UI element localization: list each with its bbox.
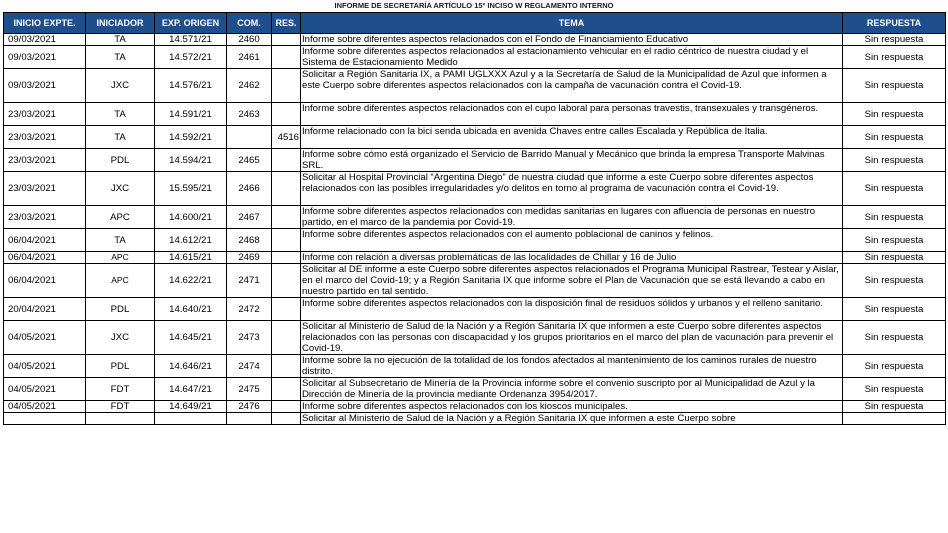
exp-origen-cell: 14.592/21 xyxy=(155,126,227,149)
iniciador-cell: APC xyxy=(86,206,155,229)
iniciador-cell: PDL xyxy=(86,149,155,172)
inicio-cell: 04/05/2021 xyxy=(4,401,86,413)
table-header-row xyxy=(4,13,946,34)
respuesta-cell: Sin respuesta xyxy=(843,252,946,264)
inicio-cell: 09/03/2021 xyxy=(4,46,86,69)
table-row xyxy=(4,252,946,264)
iniciador-cell: TA xyxy=(86,229,155,252)
inicio-cell: 04/05/2021 xyxy=(4,378,86,401)
com-cell: 2466 xyxy=(227,172,272,206)
com-cell: 2474 xyxy=(227,355,272,378)
inicio-cell xyxy=(4,413,86,425)
exp-origen-cell: 14.600/21 xyxy=(155,206,227,229)
res-cell xyxy=(272,229,301,252)
respuesta-cell: Sin respuesta xyxy=(843,378,946,401)
inicio-cell: 09/03/2021 xyxy=(4,34,86,46)
res-cell xyxy=(272,172,301,206)
col-header-respuesta: RESPUESTA xyxy=(843,13,946,34)
table-row xyxy=(4,413,946,425)
table-row xyxy=(4,149,946,172)
inicio-cell: 06/04/2021 xyxy=(4,264,86,298)
exp-origen-cell: 14.576/21 xyxy=(155,69,227,103)
respuesta-cell: Sin respuesta xyxy=(843,229,946,252)
inicio-cell: 04/05/2021 xyxy=(4,355,86,378)
tema-cell: Informe relacionado con la bici senda ubicada en avenida Chaves entre calles Escalada y República de Italia. xyxy=(301,126,843,149)
res-cell xyxy=(272,252,301,264)
com-cell: 2472 xyxy=(227,298,272,321)
iniciador-cell: APC xyxy=(86,252,155,264)
exp-origen-cell: 14.622/21 xyxy=(155,264,227,298)
iniciador-cell: TA xyxy=(86,46,155,69)
exp-origen-cell: 14.571/21 xyxy=(155,34,227,46)
tema-cell: Solicitar al Subsecretario de Minería de la Provincia informe sobre el convenio suscripto por al Municipalidad de Azul y la Dirección de Minería de la provincia mediante Ordenanza 3954/2017. xyxy=(301,378,843,401)
inicio-cell: 23/03/2021 xyxy=(4,126,86,149)
com-cell: 2465 xyxy=(227,149,272,172)
tema-cell: Informe sobre diferentes aspectos relacionados con la disposición final de residuos sólidos y urbanos y el relleno sanitario. xyxy=(301,298,843,321)
respuesta-cell: Sin respuesta xyxy=(843,126,946,149)
exp-origen-cell: 14.591/21 xyxy=(155,103,227,126)
table-row xyxy=(4,103,946,126)
com-cell xyxy=(227,413,272,425)
inicio-cell: 20/04/2021 xyxy=(4,298,86,321)
col-header-tema: TEMA xyxy=(301,13,843,34)
res-cell xyxy=(272,103,301,126)
com-cell: 2462 xyxy=(227,69,272,103)
tema-cell: Informe con relación a diversas problemáticas de las localidades de Chillar y 16 de Julio xyxy=(301,252,843,264)
respuesta-cell: Sin respuesta xyxy=(843,103,946,126)
respuesta-cell: Sin respuesta xyxy=(843,206,946,229)
tema-cell: Solicitar a Región Sanitaria IX, a PAMI UGLXXX Azul y a la Secretaría de Salud de la Municipalidad de Azul que informen a este Cuerpo sobre diferentes aspectos relacionados con la campaña de vacunación contra el Covid-19. xyxy=(301,69,843,103)
col-header-com: COM. xyxy=(227,13,272,34)
tema-cell: Informe sobre cómo está organizado el Servicio de Barrido Manual y Mecánico que brinda la empresa Transporte Malvinas SRL. xyxy=(301,149,843,172)
document-title: INFORME DE SECRETARÍA ARTÍCULO 15º INCISO W REGLAMENTO INTERNO xyxy=(334,1,614,10)
table-row xyxy=(4,172,946,206)
respuesta-cell: Sin respuesta xyxy=(843,264,946,298)
res-cell xyxy=(272,149,301,172)
exp-origen-cell: 14.615/21 xyxy=(155,252,227,264)
com-cell: 2467 xyxy=(227,206,272,229)
res-cell xyxy=(272,34,301,46)
com-cell xyxy=(227,126,272,149)
iniciador-cell xyxy=(86,413,155,425)
res-cell xyxy=(272,401,301,413)
exp-origen-cell xyxy=(155,413,227,425)
res-cell xyxy=(272,264,301,298)
exp-origen-cell: 14.612/21 xyxy=(155,229,227,252)
tema-cell: Solicitar al Ministerio de Salud de la Nación y a Región Sanitaria IX que informen a este Cuerpo sobre xyxy=(301,413,843,425)
col-header-inicio: INICIO EXPTE. xyxy=(4,13,86,34)
table-row xyxy=(4,206,946,229)
tema-cell: Solicitar al DE informe a este Cuerpo sobre diferentes aspectos relacionados el Programa Municipal Rastrear, Testear y Aislar, en el marco del Covid-19; y a Región Sanitaria IX que informe sobre el Plan de Vacunación que se está llevando a cabo en nuestro partido en tal sentido. xyxy=(301,264,843,298)
iniciador-cell: TA xyxy=(86,126,155,149)
respuesta-cell: Sin respuesta xyxy=(843,321,946,355)
res-cell xyxy=(272,321,301,355)
table-row xyxy=(4,34,946,46)
col-header-res: RES. xyxy=(272,13,301,34)
res-cell xyxy=(272,69,301,103)
exp-origen-cell: 15.595/21 xyxy=(155,172,227,206)
tema-cell: Informe sobre diferentes aspectos relacionados al estacionamiento vehicular en el radio céntrico de nuestra ciudad y el Sistema de Estacionamiento Medido xyxy=(301,46,843,69)
table-row xyxy=(4,321,946,355)
respuesta-cell: Sin respuesta xyxy=(843,401,946,413)
iniciador-cell: JXC xyxy=(86,172,155,206)
inicio-cell: 23/03/2021 xyxy=(4,206,86,229)
exp-origen-cell: 14.646/21 xyxy=(155,355,227,378)
tema-cell: Informe sobre diferentes aspectos relacionados con el cupo laboral para personas travestis, transexuales y transgéneros. xyxy=(301,103,843,126)
com-cell: 2475 xyxy=(227,378,272,401)
exp-origen-cell: 14.647/21 xyxy=(155,378,227,401)
tema-cell: Informe sobre diferentes aspectos relacionados con el Fondo de Financiamiento Educativo xyxy=(301,34,843,46)
iniciador-cell: PDL xyxy=(86,355,155,378)
iniciador-cell: PDL xyxy=(86,298,155,321)
respuesta-cell: Sin respuesta xyxy=(843,298,946,321)
com-cell: 2460 xyxy=(227,34,272,46)
tema-cell: Solicitar al Hospital Provincial “Argentina Diego” de nuestra ciudad que informe a este Cuerpo sobre diferentes aspectos relacionados con las posibles irregularidades y/o delitos en torno al programa de vacunación contra el Covid-19. xyxy=(301,172,843,206)
com-cell: 2471 xyxy=(227,264,272,298)
table-row xyxy=(4,229,946,252)
table-row xyxy=(4,69,946,103)
iniciador-cell: JXC xyxy=(86,321,155,355)
exp-origen-cell: 14.640/21 xyxy=(155,298,227,321)
exp-origen-cell: 14.594/21 xyxy=(155,149,227,172)
com-cell: 2461 xyxy=(227,46,272,69)
res-cell xyxy=(272,413,301,425)
respuesta-cell: Sin respuesta xyxy=(843,34,946,46)
respuesta-cell: Sin respuesta xyxy=(843,46,946,69)
table-row xyxy=(4,126,946,149)
inicio-cell: 06/04/2021 xyxy=(4,252,86,264)
respuesta-cell: Sin respuesta xyxy=(843,172,946,206)
iniciador-cell: APC xyxy=(86,264,155,298)
iniciador-cell: TA xyxy=(86,34,155,46)
iniciador-cell: FDT xyxy=(86,378,155,401)
res-cell: 4516 xyxy=(272,126,301,149)
table-row xyxy=(4,46,946,69)
res-cell xyxy=(272,46,301,69)
iniciador-cell: JXC xyxy=(86,69,155,103)
res-cell xyxy=(272,378,301,401)
inicio-cell: 23/03/2021 xyxy=(4,172,86,206)
res-cell xyxy=(272,206,301,229)
res-cell xyxy=(272,355,301,378)
col-header-exp-origen: EXP. ORIGEN xyxy=(155,13,227,34)
col-header-iniciador: INICIADOR xyxy=(86,13,155,34)
report-table xyxy=(3,12,946,425)
table-row xyxy=(4,355,946,378)
respuesta-cell: Sin respuesta xyxy=(843,69,946,103)
inicio-cell: 06/04/2021 xyxy=(4,229,86,252)
tema-cell: Informe sobre diferentes aspectos relacionados con el aumento poblacional de caninos y felinos. xyxy=(301,229,843,252)
com-cell: 2469 xyxy=(227,252,272,264)
inicio-cell: 23/03/2021 xyxy=(4,103,86,126)
table-body xyxy=(4,34,946,425)
table-row xyxy=(4,298,946,321)
tema-cell: Informe sobre la no ejecución de la totalidad de los fondos afectados al mantenimiento de los caminos rurales de nuestro distrito. xyxy=(301,355,843,378)
com-cell: 2468 xyxy=(227,229,272,252)
inicio-cell: 04/05/2021 xyxy=(4,321,86,355)
com-cell: 2473 xyxy=(227,321,272,355)
inicio-cell: 23/03/2021 xyxy=(4,149,86,172)
com-cell: 2463 xyxy=(227,103,272,126)
table-row xyxy=(4,401,946,413)
com-cell: 2476 xyxy=(227,401,272,413)
respuesta-cell xyxy=(843,413,946,425)
tema-cell: Informe sobre diferentes aspectos relacionados con medidas sanitarias en lugares con afluencia de personas en nuestro partido, en el marco de la pandemia por Covid-19. xyxy=(301,206,843,229)
table-row xyxy=(4,264,946,298)
respuesta-cell: Sin respuesta xyxy=(843,149,946,172)
tema-cell: Solicitar al Ministerio de Salud de la Nación y a Región Sanitaria IX que informen a este Cuerpo sobre diferentes aspectos relacionados con las personas con discapacidad y los grupos prioritarios en el marco del plan de vacunación para prevenir el Covid-19. xyxy=(301,321,843,355)
res-cell xyxy=(272,298,301,321)
exp-origen-cell: 14.572/21 xyxy=(155,46,227,69)
respuesta-cell: Sin respuesta xyxy=(843,355,946,378)
inicio-cell: 09/03/2021 xyxy=(4,69,86,103)
exp-origen-cell: 14.645/21 xyxy=(155,321,227,355)
iniciador-cell: TA xyxy=(86,103,155,126)
exp-origen-cell: 14.649/21 xyxy=(155,401,227,413)
tema-cell: Informe sobre diferentes aspectos relacionados con los kioscos municipales. xyxy=(301,401,843,413)
table-row xyxy=(4,378,946,401)
iniciador-cell: FDT xyxy=(86,401,155,413)
